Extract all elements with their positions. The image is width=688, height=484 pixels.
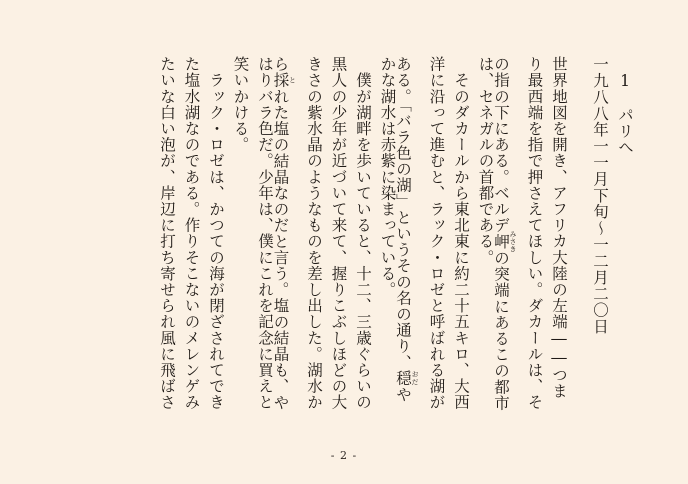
furigana-odaya: 穏 おだ — [394, 370, 419, 387]
text-column: 世界地図を開き、アフリカ大陸の左端――つま — [550, 56, 568, 400]
text-column: の指の下にある。ベルデ岬 みさきの突端にあるこの都市 — [492, 56, 517, 411]
chapter-date: 一九八八年一一月下旬〜一二月二〇日 — [591, 56, 609, 335]
text-column: ラック・ロゼは、かつての海が閉ざされてでき — [207, 56, 225, 411]
chapter-date-column — [582, 56, 607, 408]
text-column: そのダカールから東北東に約二十五キロ、大西 — [452, 56, 470, 411]
text-column: 洋に沿って進むと、ラック・ロゼと呼ばれる湖が — [427, 56, 446, 411]
chapter-title-column — [607, 56, 632, 408]
text-column: ら採 とれた塩の結晶なのだと言う。塩の結晶も、や — [271, 56, 297, 411]
page-number: - 2 - — [330, 449, 358, 462]
text-column: 僕が湖畔を歩いていると、十二、三歳ぐらいの — [354, 56, 372, 411]
text-column: は、セネガルの首都である。 — [476, 56, 495, 266]
text-column: 笑いかける。 — [231, 56, 250, 153]
text-column: ある。「バラ色の湖」というその名の通り、穏 おだや — [394, 56, 419, 403]
furigana-misaki: 岬 みさき — [492, 230, 517, 253]
vertical-text-block — [150, 56, 634, 411]
text-column: 黒人の少年が近づいて来て、握りこぶしほどの大 — [329, 56, 348, 411]
text-column: り最西端を指で押さえてほしい。ダカールは、そ — [525, 56, 544, 411]
furigana-to: 採 と — [271, 72, 297, 89]
text-column: はりバラ色だ。少年は、僕にこれを記念に買えと — [256, 56, 274, 411]
chapter-title: 1 パリへ — [616, 72, 634, 155]
text-column: かな湖水は赤紫に染まっている。 — [378, 56, 397, 298]
heading-gap — [566, 56, 582, 408]
text-column: た塩水湖なのである。作りそこないのメレンゲみ — [182, 56, 201, 411]
text-column: たいな白い泡が、岸辺に打ち寄せられ風に飛ばさ — [158, 56, 176, 411]
text-column: きさの紫水晶のようなものを差し出した。湖水か — [305, 56, 323, 411]
